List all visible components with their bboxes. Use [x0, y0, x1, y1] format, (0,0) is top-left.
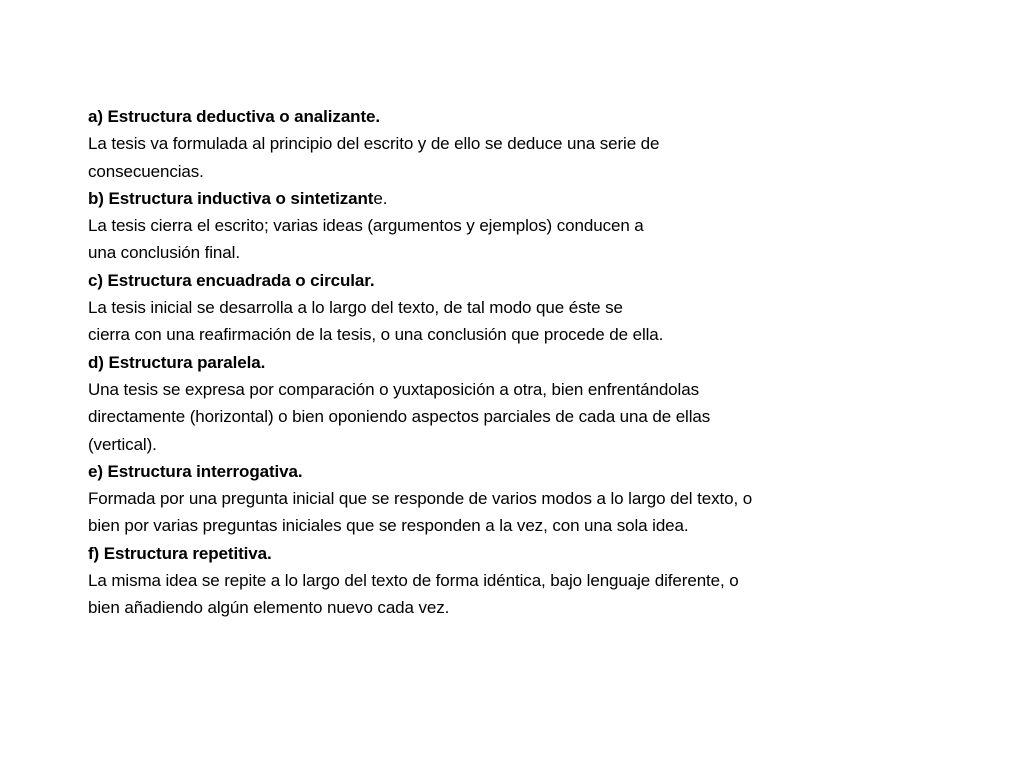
- section-heading: c) Estructura encuadrada o circular.: [88, 270, 375, 290]
- section-encuadrada: [88, 267, 988, 349]
- section-inductiva: [88, 185, 988, 267]
- body-line: La misma idea se repite a lo largo del texto de forma idéntica, bajo lenguaje diferente, o: [88, 571, 739, 591]
- section-heading: e) Estructura interrogativa.: [88, 461, 303, 481]
- section-heading-line: [88, 185, 988, 212]
- body-line: Formada por una pregunta inicial que se responde de varios modos a lo largo del texto, o: [88, 489, 753, 509]
- section-interrogativa: [88, 458, 988, 540]
- section-heading: a) Estructura deductiva o analizante.: [88, 107, 380, 126]
- body-line: La tesis cierra el escrito; varias ideas (argumentos y ejemplos) conducen a: [88, 216, 644, 236]
- body-line: La tesis inicial se desarrolla a lo largo del texto, de tal modo que éste se: [88, 298, 623, 318]
- body-line: bien añadiendo algún elemento nuevo cada vez.: [88, 598, 450, 618]
- body-line: cierra con una reafirmación de la tesis, o una conclusión que procede de ella.: [88, 325, 664, 345]
- section-heading: b) Estructura inductiva o sintetizant: [88, 188, 374, 208]
- section-deductiva: [88, 103, 988, 185]
- body-line: Una tesis se expresa por comparación o yuxtaposición a otra, bien enfrentándolas: [88, 379, 699, 399]
- section-heading: f) Estructura repetitiva.: [88, 543, 272, 563]
- section-heading-tail: e.: [373, 188, 388, 208]
- body-line: (vertical).: [88, 434, 157, 454]
- body-line: una conclusión final.: [88, 243, 240, 263]
- body-line: consecuencias.: [88, 161, 204, 181]
- body-line: directamente (horizontal) o bien oponiendo aspectos parciales de cada una de ellas: [88, 407, 711, 427]
- section-heading: d) Estructura paralela.: [88, 352, 266, 372]
- body-line: La tesis va formulada al principio del escrito y de ello se deduce una serie de: [88, 134, 660, 154]
- section-repetitiva: [88, 540, 988, 622]
- section-paralela: [88, 349, 988, 458]
- slide-text-body: [88, 103, 988, 622]
- body-line: bien por varias preguntas iniciales que se responden a la vez, con una sola idea.: [88, 516, 689, 536]
